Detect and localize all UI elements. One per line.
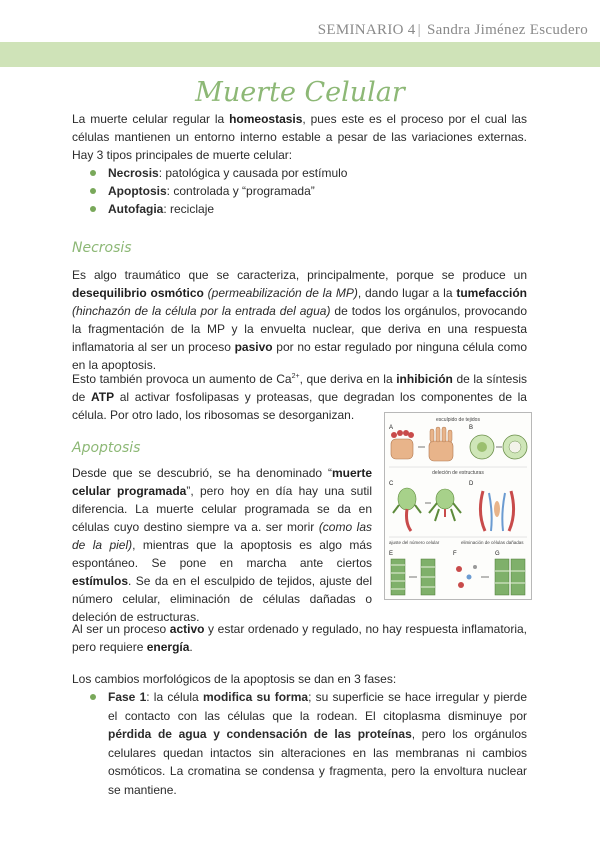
figure-illustration [385,413,531,599]
list-item: Fase 1: la célula modifica su forma; su superficie se hace irregular y pierde el contacto con las células que la rodean. El citoplasma disminuye por pérdida de agua y condensación de las proteínas, pero los orgánulos celulares quedan intactos sin alteraciones en las membranas ni cambios osmóticos. La cromatina se condensa y fragmenta, pero la envoltura nuclear se mantiene. [90,688,527,799]
header-text [318,22,588,39]
section-heading-necrosis: Necrosis [72,240,132,256]
section-heading-apoptosis: Apoptosis [72,440,141,456]
hand-drawing-1 [391,430,414,459]
list-item: Necrosis: patológica y causada por estímulo [90,164,530,182]
page-header [0,0,600,46]
bullet-icon [90,206,96,212]
necrosis-paragraph-2: Esto también provoca un aumento de $Ca^{2+}$, que deriva en la inhibición de la síntesis de ATP al activar fosfolipasas y proteasas, que degradan los componentes de la célula. Por otro lado, los ribosomas se desorganizan. [72,372,527,422]
figure-label-c: ajuste del número celular [389,540,440,545]
death-types-list [90,164,530,218]
list-item: Autofagia: reciclaje [90,200,530,218]
apoptosis-paragraph-2: Al ser un proceso activo y estar ordenado y regulado, no hay respuesta inflamatoria, pero requiere energía. [72,622,527,654]
panel-label-f: F [453,551,457,557]
frog-drawing-1 [393,488,421,531]
header-seminar: SEMINARIO 4 [317,22,416,38]
apoptosis-paragraph-1: Desde que se descubrió, se ha denominado “muerte celular programada”, pero hoy en día hay una sutil diferencia. La muerte celular programada se da en células cuyo destino siempre va a. ser morir (como las de la piel), mientras que la apoptosis es algo más espontáneo. Se pone en marcha ante ciertos estímulos. Se da en el esculpido de tejidos, ajuste del número celular, eliminación de células dañadas o deleción de estructuras. [72,466,373,624]
tissue-circle-2 [503,435,527,459]
intro-paragraph: La muerte celular regular la homeostasis, pues este es el proceso por el cual las células mantienen un entorno interno estable a pesar de las variaciones externas. Hay 3 tipos principales de muerte celular: [72,112,527,162]
header-author: Sandra Jiménez Escudero [426,22,588,38]
bullet-icon [90,188,96,194]
apoptosis-paragraph-3: Los cambios morfológicos de la apoptosis se dan en 3 fases: [72,672,397,686]
list-item: Apoptosis: controlada y “programada” [90,182,530,200]
figure-label-mid: deleción de estructuras [432,470,484,476]
tissue-column-3 [495,559,525,595]
panel-label-e: E [389,551,394,557]
header-separator: | [417,22,421,38]
panel-label-c: C [389,481,394,487]
tissue-circle-1 [470,435,494,459]
damaged-cells [456,565,489,588]
tissue-column-1 [391,559,405,595]
phases-list [90,688,527,799]
figure-label-top: esculpido de tejidos [436,417,480,423]
figure-label-f: eliminación de células dañadas [461,540,524,545]
hand-drawing-2 [429,427,453,461]
panel-label-b: B [469,425,474,431]
panel-label-d: D [469,481,474,487]
header-bar [0,42,600,67]
necrosis-paragraph-1: Es algo traumático que se caracteriza, principalmente, porque se produce un desequilibrio osmótico (permeabilización de la MP), dando lugar a la tumefacción (hinchazón de la célula por la entrada del agua) de todos los orgánulos, provocando la fragmentación de la MP y la envuelta nuclear, que deriva en una respuesta inflamatoria al ser un proceso pasivo por no estar regulado por ninguna célula como en la apoptosis. [72,268,528,372]
frog-drawing-2 [429,489,461,521]
tissue-column-2 [421,559,435,595]
panel-label-g: G [495,551,500,557]
bullet-icon [90,170,96,176]
panel-label-a: A [389,425,394,431]
page-title: Muerte Celular [195,77,405,108]
apoptosis-figure [384,412,532,600]
duct-drawing [480,491,513,531]
bullet-icon [90,694,96,700]
